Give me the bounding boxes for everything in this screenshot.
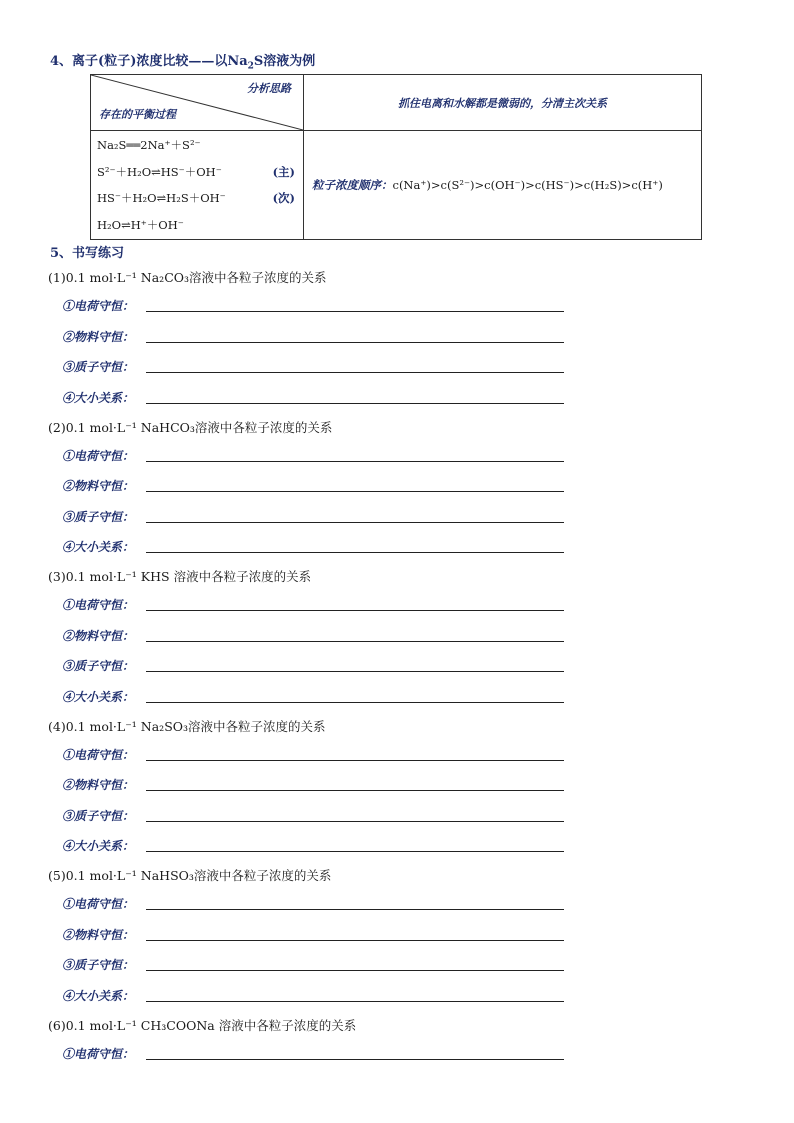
equation-tag: (次)	[272, 191, 295, 205]
answer-row	[62, 627, 564, 644]
question-title: (2)0.1 mol·L⁻¹ NaHCO₃溶液中各粒子浓度的关系	[48, 419, 333, 435]
answer-row	[62, 987, 564, 1004]
answer-blank-line[interactable]	[146, 389, 564, 404]
answer-row	[62, 358, 564, 375]
answer-row	[62, 297, 564, 314]
section-4-title-end: S溶液为例	[253, 54, 316, 69]
equation-row	[97, 159, 303, 186]
answer-label: ③质子守恒：	[62, 659, 135, 673]
answer-label: ①电荷守恒：	[62, 598, 135, 612]
section-5-heading: 5、书写练习	[50, 246, 125, 261]
answer-blank-line[interactable]	[146, 508, 564, 523]
answer-row	[62, 447, 564, 464]
answer-blank-line[interactable]	[146, 627, 564, 642]
answer-blank-line[interactable]	[146, 987, 564, 1002]
order-cell	[304, 131, 702, 240]
answer-row	[62, 657, 564, 674]
answer-label: ③质子守恒：	[62, 808, 135, 823]
answer-blank-line[interactable]	[146, 358, 564, 373]
answer-label: ④大小关系：	[62, 839, 135, 853]
answer-blank-line[interactable]	[146, 807, 564, 822]
question-title: (5)0.1 mol·L⁻¹ NaHSO₃溶液中各粒子浓度的关系	[48, 868, 332, 883]
equation-text: S²⁻＋H₂O⇌HS⁻＋OH⁻	[97, 164, 222, 179]
question-title: (6)0.1 mol·L⁻¹ CH₃COONa 溶液中各粒子浓度的关系	[48, 1017, 357, 1033]
answer-blank-line[interactable]	[146, 688, 564, 703]
answer-row	[62, 776, 564, 793]
answer-blank-line[interactable]	[146, 538, 564, 553]
answer-label: ②物料守恒：	[62, 329, 135, 344]
answer-row	[62, 837, 564, 854]
answer-row	[62, 926, 564, 943]
answer-label: ④大小关系：	[62, 689, 135, 704]
answer-row	[62, 389, 564, 406]
answer-blank-line[interactable]	[146, 657, 564, 672]
answer-row	[62, 508, 564, 525]
answer-blank-line[interactable]	[146, 837, 564, 852]
answer-blank-line[interactable]	[146, 297, 564, 312]
section-4-title-sub: 2	[247, 61, 254, 72]
answer-label: ③质子守恒：	[62, 958, 135, 972]
question-title: (4)0.1 mol·L⁻¹ Na₂SO₃溶液中各粒子浓度的关系	[48, 718, 326, 734]
answer-row	[62, 1045, 564, 1062]
answer-blank-line[interactable]	[146, 746, 564, 761]
answer-row	[62, 746, 564, 763]
answer-label: ①电荷守恒：	[62, 448, 135, 463]
answer-label: ②物料守恒：	[62, 628, 135, 643]
diag-bottom-left-label: 存在的平衡过程	[99, 108, 176, 121]
answer-label: ②物料守恒：	[62, 927, 135, 942]
answer-label: ①电荷守恒：	[62, 897, 135, 911]
answer-row	[62, 688, 564, 705]
answer-label: ②物料守恒：	[62, 778, 135, 792]
answer-label: ①电荷守恒：	[62, 747, 135, 762]
order-value: c(Na⁺)>c(S²⁻)>c(OH⁻)>c(HS⁻)>c(H₂S)>c(H⁺)	[392, 178, 663, 192]
question-title: (3)0.1 mol·L⁻¹ KHS 溶液中各粒子浓度的关系	[48, 569, 312, 584]
equation-row	[97, 212, 303, 239]
equation-row	[97, 132, 303, 159]
answer-blank-line[interactable]	[146, 776, 564, 791]
diag-top-right-label: 分析思路	[247, 82, 291, 95]
answer-label: ④大小关系：	[62, 390, 135, 405]
answer-blank-line[interactable]	[146, 596, 564, 611]
analysis-table	[90, 74, 702, 240]
answer-label: ①电荷守恒：	[62, 299, 135, 313]
answer-blank-line[interactable]	[146, 328, 564, 343]
answer-blank-line[interactable]	[146, 447, 564, 462]
answer-blank-line[interactable]	[146, 956, 564, 971]
answer-blank-line[interactable]	[146, 926, 564, 941]
answer-label: ③质子守恒：	[62, 360, 135, 374]
equation-text: H₂O⇌H⁺＋OH⁻	[97, 217, 184, 232]
order-label: 粒子浓度顺序：	[312, 178, 393, 192]
diagonal-header-cell	[91, 75, 304, 131]
equation-row	[97, 185, 303, 212]
answer-label: ④大小关系：	[62, 988, 135, 1003]
answer-blank-line[interactable]	[146, 895, 564, 910]
answer-label: ①电荷守恒：	[62, 1046, 135, 1061]
answer-blank-line[interactable]	[146, 477, 564, 492]
answer-label: ③质子守恒：	[62, 509, 135, 524]
question-title: (1)0.1 mol·L⁻¹ Na₂CO₃溶液中各粒子浓度的关系	[48, 270, 327, 285]
section-4-title: 4、离子(粒子)浓度比较——以Na	[50, 54, 248, 69]
answer-blank-line[interactable]	[146, 1045, 564, 1060]
answer-row	[62, 538, 564, 555]
section-4-heading	[50, 50, 315, 72]
equation-text: Na₂S══2Na⁺＋S²⁻	[97, 138, 201, 152]
answer-row	[62, 328, 564, 345]
equations-cell	[91, 131, 304, 240]
equation-tag: (主)	[272, 164, 295, 179]
answer-label: ②物料守恒：	[62, 479, 135, 493]
answer-row	[62, 956, 564, 973]
equation-text: HS⁻＋H₂O⇌H₂S＋OH⁻	[97, 191, 226, 205]
answer-label: ④大小关系：	[62, 540, 135, 554]
header-right-cell: 抓住电离和水解都是微弱的，分清主次关系	[304, 75, 702, 131]
answer-row	[62, 895, 564, 912]
answer-row	[62, 596, 564, 613]
answer-row	[62, 477, 564, 494]
answer-row	[62, 807, 564, 824]
